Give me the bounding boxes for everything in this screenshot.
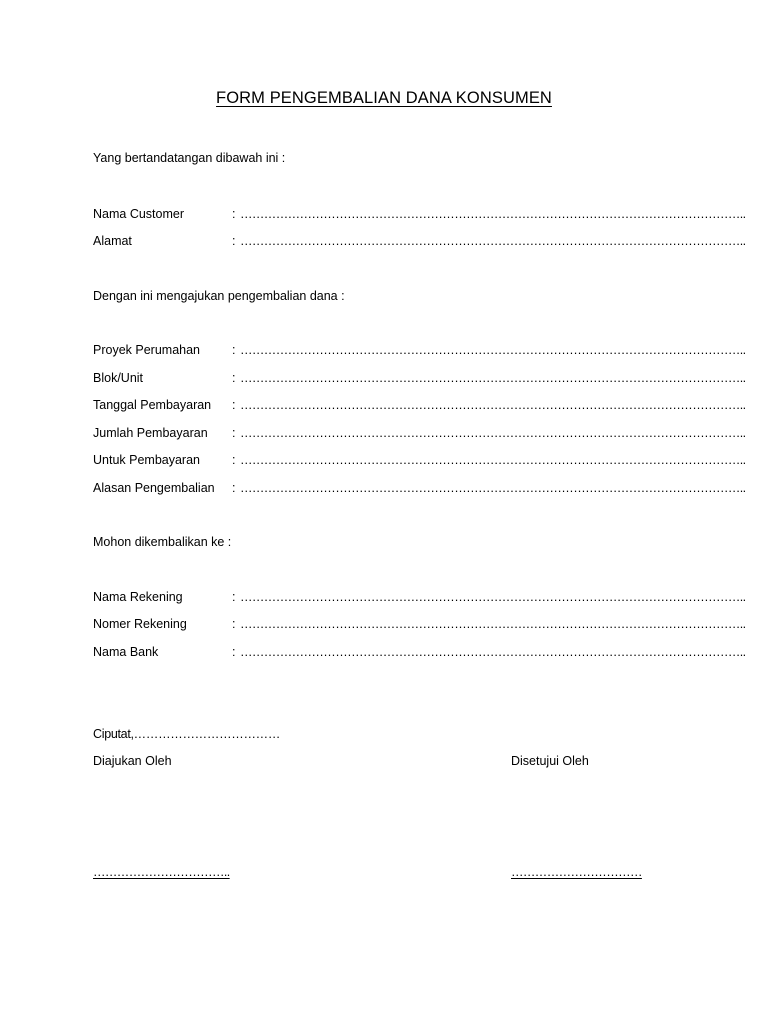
field-fill-line[interactable]: ……………………………………………………………………………………………………………….. [240, 426, 746, 440]
field-colon: : [232, 481, 236, 495]
place-date-line[interactable]: Ciputat,……………………………… [93, 727, 281, 741]
field-blok-unit[interactable] [93, 370, 746, 386]
intro-text: Yang bertandatangan dibawah ini : [93, 151, 286, 165]
form-title: FORM PENGEMBALIAN DANA KONSUMEN [216, 89, 552, 107]
field-proyek-perumahan[interactable] [93, 342, 746, 358]
field-label: Tanggal Pembayaran [93, 398, 212, 412]
field-label: Nama Rekening [93, 590, 183, 604]
field-label: Proyek Perumahan [93, 343, 201, 357]
field-alasan-pengembalian[interactable] [93, 480, 746, 496]
field-fill-line[interactable]: ……………………………………………………………………………………………………………….. [240, 590, 746, 604]
field-colon: : [232, 645, 236, 659]
submitted-by-signature-line[interactable]: …………………………….. [93, 865, 230, 879]
field-colon: : [232, 343, 236, 357]
field-tanggal-pembayaran[interactable] [93, 397, 746, 413]
field-fill-line[interactable]: ……………………………………………………………………………………………………………….. [240, 398, 746, 412]
field-label: Alamat [93, 234, 132, 248]
field-fill-line[interactable]: ……………………………………………………………………………………………………………….. [240, 371, 746, 385]
field-fill-line[interactable]: ……………………………………………………………………………………………………………….. [240, 207, 746, 221]
field-nama-customer[interactable] [93, 206, 746, 222]
field-colon: : [232, 617, 236, 631]
field-fill-line[interactable]: ……………………………………………………………………………………………………………….. [240, 234, 746, 248]
field-fill-line[interactable]: ……………………………………………………………………………………………………………….. [240, 645, 746, 659]
field-colon: : [232, 207, 236, 221]
field-alamat[interactable] [93, 233, 746, 249]
field-colon: : [232, 426, 236, 440]
field-label: Blok/Unit [93, 371, 144, 385]
field-colon: : [232, 234, 236, 248]
field-label: Jumlah Pembayaran [93, 426, 208, 440]
field-colon: : [232, 453, 236, 467]
field-colon: : [232, 398, 236, 412]
field-colon: : [232, 590, 236, 604]
field-nama-rekening[interactable] [93, 589, 746, 605]
field-label: Alasan Pengembalian [93, 481, 215, 495]
refund-intro-text: Mohon dikembalikan ke : [93, 535, 232, 549]
field-colon: : [232, 371, 236, 385]
field-fill-line[interactable]: ……………………………………………………………………………………………………………….. [240, 617, 746, 631]
field-jumlah-pembayaran[interactable] [93, 425, 746, 441]
approved-by-signature-line[interactable]: …………………………… [511, 865, 642, 879]
field-untuk-pembayaran[interactable] [93, 452, 746, 468]
field-nomer-rekening[interactable] [93, 616, 746, 632]
field-nama-bank[interactable] [93, 644, 746, 660]
request-intro-text: Dengan ini mengajukan pengembalian dana : [93, 289, 345, 303]
field-label: Nama Bank [93, 645, 159, 659]
field-label: Nomer Rekening [93, 617, 187, 631]
field-label: Nama Customer [93, 207, 184, 221]
field-fill-line[interactable]: ……………………………………………………………………………………………………………….. [240, 453, 746, 467]
field-fill-line[interactable]: ……………………………………………………………………………………………………………….. [240, 481, 746, 495]
page-title [0, 89, 768, 108]
field-label: Untuk Pembayaran [93, 453, 201, 467]
approved-by-label: Disetujui Oleh [511, 754, 589, 768]
field-fill-line[interactable]: ……………………………………………………………………………………………………………….. [240, 343, 746, 357]
submitted-by-label: Diajukan Oleh [93, 754, 172, 768]
